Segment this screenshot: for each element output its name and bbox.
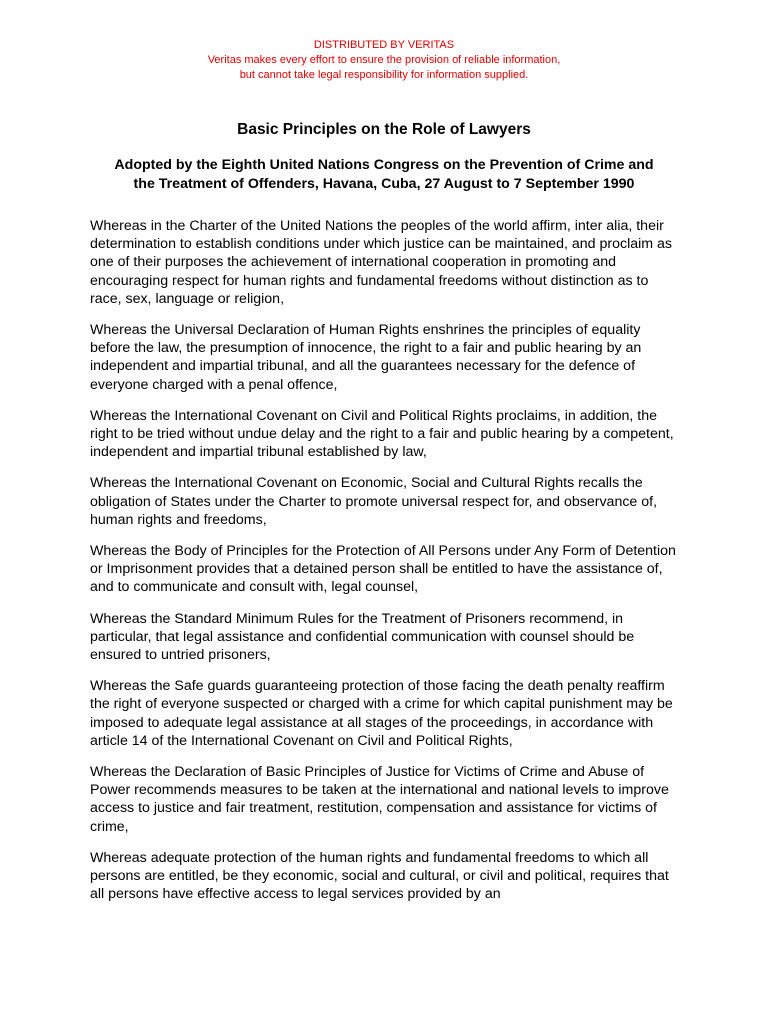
preamble-paragraph: Whereas the Body of Principles for the Protection of All Persons under Any Form of Detention or Imprisonment provides that a detained person shall be entitled to have the assistance of, and to communicate and consult with, legal counsel, xyxy=(90,543,676,596)
preamble-paragraph: Whereas the International Covenant on Civil and Political Rights proclaims, in addition, the right to be tried without undue delay and the right to a fair and public hearing by a competent, independent and impartial tribunal established by law, xyxy=(90,407,674,461)
preamble-paragraph: Whereas the Standard Minimum Rules for the Treatment of Prisoners recommend, in particular, that legal assistance and confidential communication with counsel should be ensured to untried prisoners, xyxy=(90,610,635,664)
preamble-paragraph: Whereas the Universal Declaration of Human Rights enshrines the principles of equality before the law, the presumption of innocence, the right to a fair and public hearing by an independent and impartial tribunal, and all the guarantees necessary for the defence of everyone charged with a penal offence, xyxy=(90,322,642,393)
preamble-paragraph: Whereas the Safe guards guaranteeing protection of those facing the death penalty reaffirm the right of everyone suspected or charged with a crime for which capital punishment may be imposed to adequate legal assistance at all stages of the proceedings, in accordance with article 14 of the International Covenant on Civil and Political Rights, xyxy=(90,678,673,749)
document-body xyxy=(90,217,678,904)
notice-line: but cannot take legal responsibility for information supplied. xyxy=(239,69,529,81)
preamble-paragraph: Whereas the Declaration of Basic Principles of Justice for Victims of Crime and Abuse of Power recommends measures to be taken at the international and national levels to improve access to justice and fair treatment, restitution, compensation and assistance for victims of crime, xyxy=(90,764,669,835)
preamble-paragraph: Whereas the International Covenant on Economic, Social and Cultural Rights recalls the obligation of States under the Charter to promote universal respect for, and observance of, human rights and freedoms, xyxy=(90,475,658,528)
distribution-notice xyxy=(90,38,678,83)
subtitle-line: the Treatment of Offenders, Havana, Cuba, 27 August to 7 September 1990 xyxy=(133,176,635,192)
document-subtitle xyxy=(90,156,678,194)
notice-heading: DISTRIBUTED BY VERITAS xyxy=(313,39,455,51)
preamble-paragraph: Whereas adequate protection of the human rights and fundamental freedoms to which all persons are entitled, be they economic, social and cultural, or civil and political, requires that all persons have effective access to legal services provided by an xyxy=(90,849,669,903)
notice-line: Veritas makes every effort to ensure the provision of reliable information, xyxy=(207,54,561,66)
document-title: Basic Principles on the Role of Lawyers xyxy=(237,121,531,138)
subtitle-line: Adopted by the Eighth United Nations Congress on the Prevention of Crime and xyxy=(114,157,654,173)
preamble-paragraph: Whereas in the Charter of the United Nations the peoples of the world affirm, inter alia, their determination to establish conditions under which justice can be maintained, and proclaim as one of their purposes the achievement of international cooperation in promoting and encouraging respect for human rights and fundamental freedoms without distinction as to race, sex, language or religion, xyxy=(90,218,673,307)
